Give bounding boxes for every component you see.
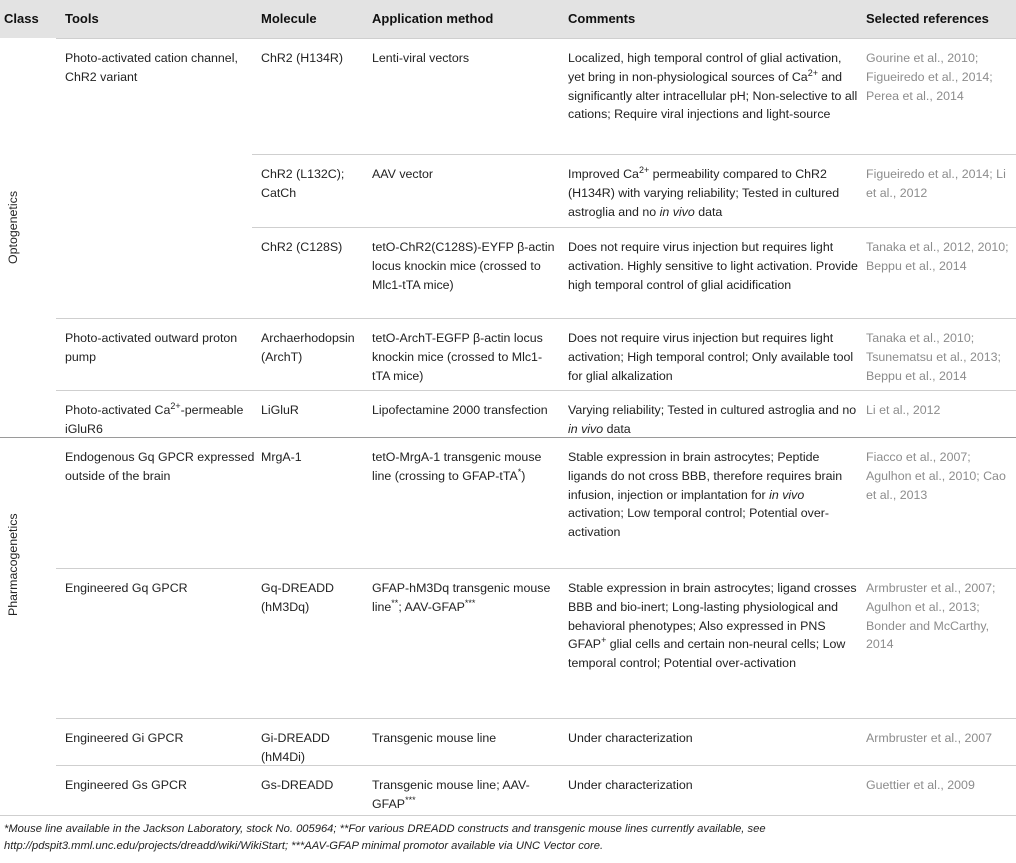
header-application-method: Application method bbox=[372, 11, 494, 26]
cell-molecule: ChR2 (C128S) bbox=[261, 240, 343, 254]
cell-comments: Under characterization bbox=[568, 731, 693, 745]
row-divider bbox=[0, 437, 1016, 438]
cell-comments: Varying reliability; Tested in cultured astroglia and no in vivo data bbox=[568, 403, 857, 436]
cell-comments: Does not require virus injection but requires light activation. Highly sensitive to light activation. Provide high temporal control of glial acidification bbox=[568, 240, 858, 292]
cell-refs: Tanaka et al., 2010; Tsunematsu et al., 2013; Beppu et al., 2014 bbox=[866, 331, 1002, 383]
cell-method: AAV vector bbox=[372, 167, 434, 181]
cell-method: tetO-MrgA-1 transgenic mouse line (crossing to GFAP-tTA*) bbox=[372, 450, 542, 483]
cell-comments: Stable expression in brain astrocytes; Peptide ligands do not cross BBB, therefore requires brain infusion, injection or implantation for in vivo activation; Low temporal control; Potential over-activation bbox=[568, 450, 843, 540]
cell-refs: Figueiredo et al., 2014; Li et al., 2012 bbox=[866, 167, 1006, 200]
cell-tools: Photo-activated $Ca^{2+}$-permeable iGluR6 bbox=[65, 401, 244, 436]
cell-comments: Improved $Ca^{2+}$ permeability compared to ChR2 (H134R) with varying reliability; Tested in cultured astroglia and no in vivo data bbox=[568, 165, 840, 219]
cell-refs: Tanaka et al., 2012, 2010; Beppu et al., 2014 bbox=[866, 240, 1009, 273]
cell-molecule: Archaerhodopsin (ArchT) bbox=[261, 331, 355, 364]
cell-molecule: ChR2 (L132C); CatCh bbox=[261, 167, 345, 200]
cell-refs: Gourine et al., 2010; Figueiredo et al., 2014; Perea et al., 2014 bbox=[866, 51, 993, 103]
cell-refs: Armbruster et al., 2007 bbox=[866, 731, 993, 745]
cell-comments: Stable expression in brain astrocytes; ligand crosses BBB and bio-inert; Long-lasting physiological and behavioral phenotypes; Also expressed in PNS GFAP+ glial cells and certain non-neural cells; Low temporal control; Potential over-activation bbox=[568, 581, 857, 671]
cell-method: Lipofectamine 2000 transfection bbox=[372, 403, 548, 417]
table-header bbox=[0, 0, 1016, 38]
cell-molecule: ChR2 (H134R) bbox=[261, 51, 343, 65]
cell-comments: Under characterization bbox=[568, 778, 693, 792]
header-class: Class bbox=[4, 11, 39, 26]
row-divider bbox=[56, 568, 1016, 569]
cell-tools: Endogenous Gq GPCR expressed outside of the brain bbox=[65, 450, 255, 483]
cell-tools: Photo-activated cation channel, ChR2 variant bbox=[65, 51, 238, 84]
cell-molecule: Gs-DREADD bbox=[261, 778, 334, 792]
table-footnote: *Mouse line available in the Jackson Laboratory, stock No. 005964; **For various DREADD constructs and transgenic mouse lines currently available, see http://pdspit3.mml.unc.edu/projects/dreadd/wiki/WikiStart; ***AAV-GFAP minimal promotor available via UNC Vector core. bbox=[4, 823, 766, 852]
cell-method: Transgenic mouse line; AAV-GFAP*** bbox=[372, 778, 530, 811]
row-divider bbox=[56, 718, 1016, 719]
cell-refs: Armbruster et al., 2007; Agulhon et al., 2013; Bonder and McCarthy, 2014 bbox=[866, 581, 996, 652]
row-divider bbox=[56, 38, 1016, 39]
cell-tools: Engineered Gi GPCR bbox=[65, 731, 184, 745]
cell-comments: Localized, high temporal control of glial activation, yet bring in non-physiological sources of $Ca^{2+}$ and significantly alter intracellular pH; Non-selective to all cations; Require viral injections and light-source bbox=[568, 51, 858, 122]
cell-method: tetO-ChR2(C128S)-EYFP β-actin locus knockin mice (crossed to Mlc1-tTA mice) bbox=[372, 240, 555, 292]
class-label-optogenetics: Optogenetics bbox=[6, 190, 20, 264]
table-bottom-border bbox=[0, 815, 1016, 816]
header-comments: Comments bbox=[568, 11, 636, 26]
row-divider bbox=[252, 154, 1016, 155]
cell-tools: Photo-activated outward proton pump bbox=[65, 331, 238, 364]
cell-method: GFAP-hM3Dq transgenic mouse line**; AAV-GFAP*** bbox=[372, 581, 551, 614]
cell-method: Lenti-viral vectors bbox=[372, 51, 470, 65]
cell-comments: Does not require virus injection but requires light activation; High temporal control; Only available tool for glial alkalization bbox=[568, 331, 854, 383]
cell-method: Transgenic mouse line bbox=[372, 731, 497, 745]
header-selected-references: Selected references bbox=[866, 11, 989, 26]
cell-molecule: Gi-DREADD (hM4Di) bbox=[261, 731, 330, 764]
cell-refs: Fiacco et al., 2007; Agulhon et al., 2010; Cao et al., 2013 bbox=[866, 450, 1006, 502]
row-divider bbox=[56, 765, 1016, 766]
cell-method: tetO-ArchT-EGFP β-actin locus knockin mice (crossed to Mlc1-tTA mice) bbox=[372, 331, 543, 383]
cell-molecule: MrgA-1 bbox=[261, 450, 302, 464]
row-divider bbox=[56, 390, 1016, 391]
row-divider bbox=[252, 227, 1016, 228]
cell-refs: Li et al., 2012 bbox=[866, 403, 941, 417]
header-tools: Tools bbox=[65, 11, 99, 26]
cell-refs: Guettier et al., 2009 bbox=[866, 778, 975, 792]
cell-molecule: LiGluR bbox=[261, 403, 299, 417]
cell-molecule: Gq-DREADD (hM3Dq) bbox=[261, 581, 334, 614]
cell-tools: Engineered Gq GPCR bbox=[65, 581, 188, 595]
header-molecule: Molecule bbox=[261, 11, 317, 26]
cell-tools: Engineered Gs GPCR bbox=[65, 778, 187, 792]
row-divider bbox=[56, 318, 1016, 319]
class-label-pharmacogenetics: Pharmacogenetics bbox=[6, 513, 20, 616]
